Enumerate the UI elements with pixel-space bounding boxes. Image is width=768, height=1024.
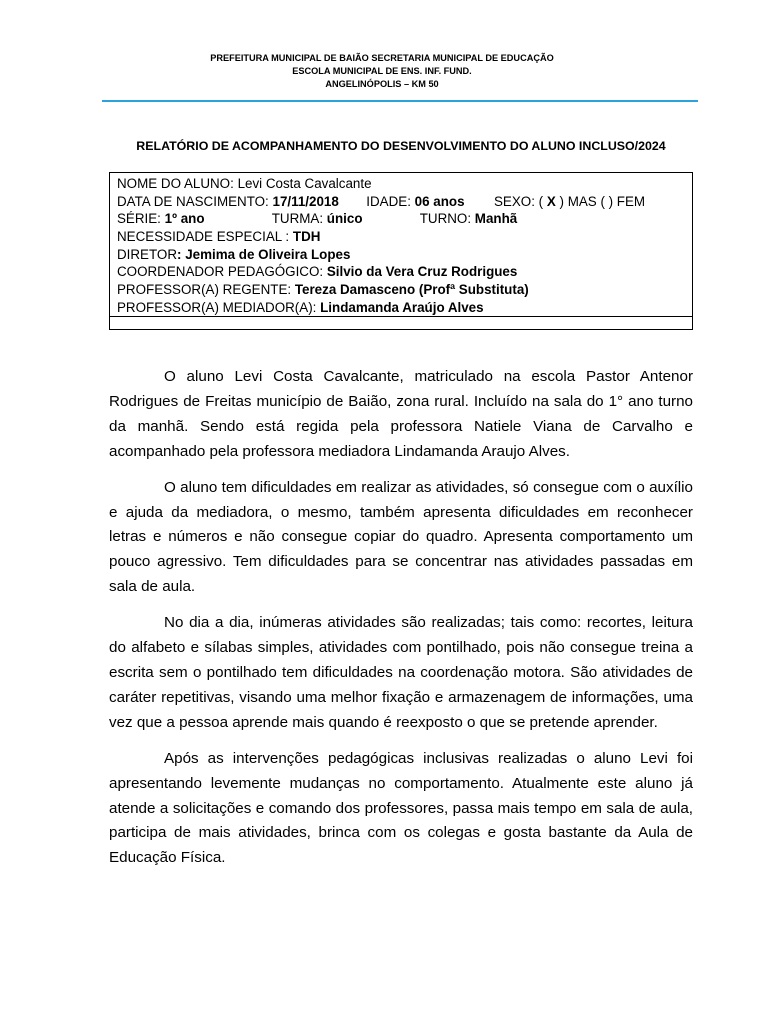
header-line-municipality: PREFEITURA MUNICIPAL DE BAIÃO SECRETARIA MUNICIPAL DE EDUCAÇÃO <box>210 53 554 63</box>
coordinator-value: Silvio da Vera Cruz Rodrigues <box>326 264 518 280</box>
mediator-label: PROFESSOR(A) MEDIADOR(A): <box>117 299 317 315</box>
birth-value: 17/11/2018 <box>272 193 339 209</box>
grade-value: 1º ano <box>164 211 205 227</box>
student-name-label: NOME DO ALUNO: <box>117 176 234 191</box>
student-name-value: Levi Costa Cavalcante <box>237 176 372 191</box>
shift-value: Manhã <box>474 211 518 227</box>
document-header <box>100 52 664 91</box>
paragraph-difficulties: O aluno tem dificuldades em realizar as atividades, só consegue com o auxílio e ajuda da mediadora, o mesmo, também apresenta dificuldades em reconhecer letras e números e não consegue copiar do quadro. Apresenta comportamento um pouco agressivo. Tem dificuldades para se concentrar nas atividades passadas em sala de aula. <box>109 478 693 596</box>
mediator-row <box>117 299 688 317</box>
age-value: 06 anos <box>414 193 465 209</box>
coordinator-label: COORDENADOR PEDAGÓGICO: <box>117 264 324 280</box>
birth-label: DATA DE NASCIMENTO: <box>117 193 269 209</box>
header-line-location: ANGELINÓPOLIS – KM 50 <box>325 79 439 89</box>
grade-label: SÉRIE: <box>117 211 161 227</box>
header-line-school: ESCOLA MUNICIPAL DE ENS. INF. FUND. <box>292 66 472 76</box>
coordinator-row <box>117 263 688 281</box>
shift-label: TURNO: <box>419 211 472 227</box>
regent-teacher-label: PROFESSOR(A) REGENTE: <box>117 282 292 298</box>
paragraph-activities: No dia a dia, inúmeras atividades são realizadas; tais como: recortes, leitura do alfabeto e sílabas simples, atividades com pontilhado, pois não consegue treina a escrita sem o pontilhado tem dificuldades na coordenação motora. São atividades de caráter repetitivas, visando uma melhor fixação e armazenagem de informações, uma vez que a pessoa aprende mais quando é reexposto o que se pretende aprender. <box>109 614 693 731</box>
class-value: único <box>326 211 363 227</box>
header-divider <box>102 100 698 102</box>
regent-teacher-value: Tereza Damasceno (Profª Substituta) <box>294 282 529 298</box>
age-label: IDADE: <box>366 193 411 209</box>
report-body <box>109 365 693 882</box>
student-birth-row <box>117 193 688 211</box>
paragraph-enrollment: O aluno Levi Costa Cavalcante, matriculado na escola Pastor Antenor Rodrigues de Freitas município de Baião, zona rural. Incluído na sala do 1° ano turno da manhã. Sendo está regida pela professora Natiele Viana de Carvalho e acompanhado pela professora mediadora Lindamanda Araujo Alves. <box>109 368 693 460</box>
director-label: DIRETOR <box>117 246 178 262</box>
paragraph-progress: Após as intervenções pedagógicas inclusivas realizadas o aluno Levi foi apresentando levemente mudanças no comportamento. Atualmente este aluno já atende a solicitações e comando dos professores, passa mais tempo em sala de aula, participa de mais atividades, brinca com os colegas e gosta bastante da Aula de Educação Física. <box>109 749 693 867</box>
director-row <box>117 246 688 264</box>
director-value: : Jemima de Oliveira Lopes <box>177 246 351 262</box>
mediator-value: Lindamanda Araújo Alves <box>320 299 484 315</box>
info-box-empty-row-divider <box>110 316 692 317</box>
sex-options: ) MAS ( ) FEM <box>559 193 646 209</box>
sex-mark: X <box>546 193 556 209</box>
student-info-box <box>109 172 693 330</box>
sex-label: SEXO: ( <box>494 193 544 209</box>
special-need-value: TDH <box>292 229 321 245</box>
regent-teacher-row <box>117 281 688 299</box>
student-name-row <box>117 175 688 193</box>
student-grade-row <box>117 210 688 228</box>
special-need-label: NECESSIDADE ESPECIAL : <box>117 229 290 245</box>
class-label: TURMA: <box>271 211 324 227</box>
special-need-row <box>117 228 688 246</box>
report-title: RELATÓRIO DE ACOMPANHAMENTO DO DESENVOLVIMENTO DO ALUNO INCLUSO/2024 <box>136 139 666 153</box>
